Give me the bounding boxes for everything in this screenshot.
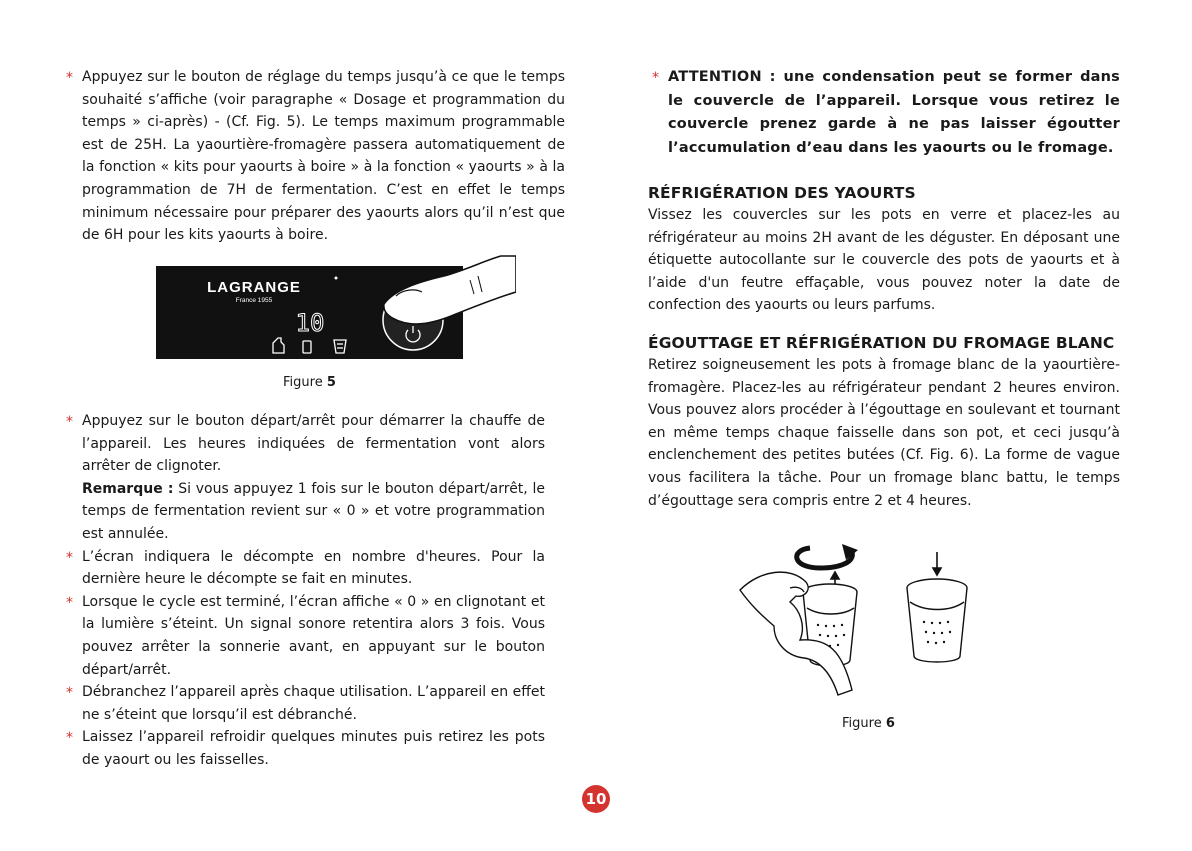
bullet-cool	[62, 726, 545, 771]
caption-number: 6	[885, 716, 895, 731]
section-text-refrigeration: Vissez les couvercles sur les pots en verre et placez-les au réfrigérateur au moins 2H avant de les déguster. En déposant une étiquette autocollante sur le couvercle des pots de yaourts et à l’aide d'un feutre effaçable, vous pouvez noter la date de confection des yaourts ou leurs parfums.	[648, 207, 1120, 314]
figure-6-caption	[842, 716, 895, 731]
bullet-text: Lorsque le cycle est terminé, l’écran affiche « 0 » en clignotant et la lumière s’éteint. Un signal sonore retentira alors 3 fois. Vous pouvez arrêter la sonnerie avant, en appuyant sur le bouton départ/arrêt.	[82, 593, 545, 678]
brand-subtitle: France 1955	[235, 297, 273, 304]
bullet-star: *	[652, 70, 660, 86]
left-column-lower	[62, 410, 545, 772]
figure-5-control-panel	[156, 252, 516, 362]
bullet-star: *	[66, 594, 73, 611]
section-title-draining: ÉGOUTTAGE ET RÉFRIGÉRATION DU FROMAGE BLANC	[648, 333, 1115, 352]
attention-text: ATTENTION : une condensation peut se former dans le couvercle de l’appareil. Lorsque vous retirez le couvercle prenez garde à ne pas laisser égoutter l’accumulation d’eau dans les yaourts ou le fromage.	[668, 69, 1120, 156]
rotate-arrow-icon	[797, 544, 858, 568]
caption-label: Figure	[842, 716, 882, 731]
bullet-text: L’écran indiquera le décompte en nombre d'heures. Pour la dernière heure le décompte se fait en minutes.	[82, 548, 545, 588]
brand-logo: LAGRANGE	[207, 279, 301, 296]
page-number-badge: 10	[582, 785, 610, 813]
caption-label: Figure	[283, 375, 323, 390]
display-readout: 10	[295, 309, 325, 337]
bullet-star: *	[66, 730, 73, 747]
attention-note	[648, 66, 1120, 160]
bullet-text: Appuyez sur le bouton départ/arrêt pour démarrer la chauffe de l’appareil. Les heures indiquées de fermentation vont alors arrêter de clignoter.	[82, 413, 545, 475]
bullet-star: *	[66, 70, 73, 86]
caption-number: 5	[326, 375, 336, 390]
bullet-cycle-end	[62, 591, 545, 681]
figure-6-strainer-illustration	[730, 530, 980, 700]
remark-label: Remarque :	[82, 480, 174, 497]
figure-5-caption	[283, 375, 336, 390]
remark-text: Si vous appuyez 1 fois sur le bouton départ/arrêt, le temps de fermentation revient sur « 0 » et votre programmation est annulée.	[82, 480, 545, 542]
bullet-star: *	[66, 685, 73, 702]
bullet-time-setting	[62, 66, 565, 247]
down-arrow-icon	[933, 552, 941, 575]
bullet-star: *	[66, 414, 73, 430]
section-title-refrigeration: RÉFRIGÉRATION DES YAOURTS	[648, 184, 916, 202]
right-column	[648, 66, 1120, 512]
bullet-text: Débranchez l’appareil après chaque utilisation. L’appareil en effet ne s’éteint que lorsqu’il est débranché.	[82, 684, 545, 723]
bullet-start	[62, 410, 545, 546]
bullet-unplug	[62, 681, 545, 726]
bullet-star: *	[66, 549, 73, 566]
bullet-text: Appuyez sur le bouton de réglage du temps jusqu’à ce que le temps souhaité s’affiche (voir paragraphe « Dosage et programmation du temps » ci-après) - (Cf. Fig. 5). Le temps maximum programmable est de 25H. La yaourtière-fromagère passera automatiquement de la fonction « kits pour yaourts à boire » à la fonction « yaourts » à la programmation de 7H de fermentation. C’est en effet le temps minimum nécessaire pour préparer des yaourts alors qu’il n’est que de 6H pour les kits yaourts à boire.	[82, 69, 565, 244]
bullet-countdown	[62, 546, 545, 591]
bullet-text: Laissez l’appareil refroidir quelques minutes puis retirez les pots de yaourt ou les faisselles.	[82, 729, 545, 768]
section-text-draining: Retirez soigneusement les pots à fromage blanc de la yaourtière-fromagère. Placez-les au réfrigérateur pendant 2 heures environ. Vous pouvez alors procéder à l’égouttage en soulevant et tournant en même temps chaque faisselle dans son pot, et ceci jusqu’à enclenchement des petites butées (Cf. Fig. 6). La forme de vague vous facilitera la tâche. Pour un fromage blanc battu, le temps d’égouttage sera compris entre 2 et 4 heures.	[648, 356, 1120, 509]
pot-seated	[907, 579, 967, 662]
